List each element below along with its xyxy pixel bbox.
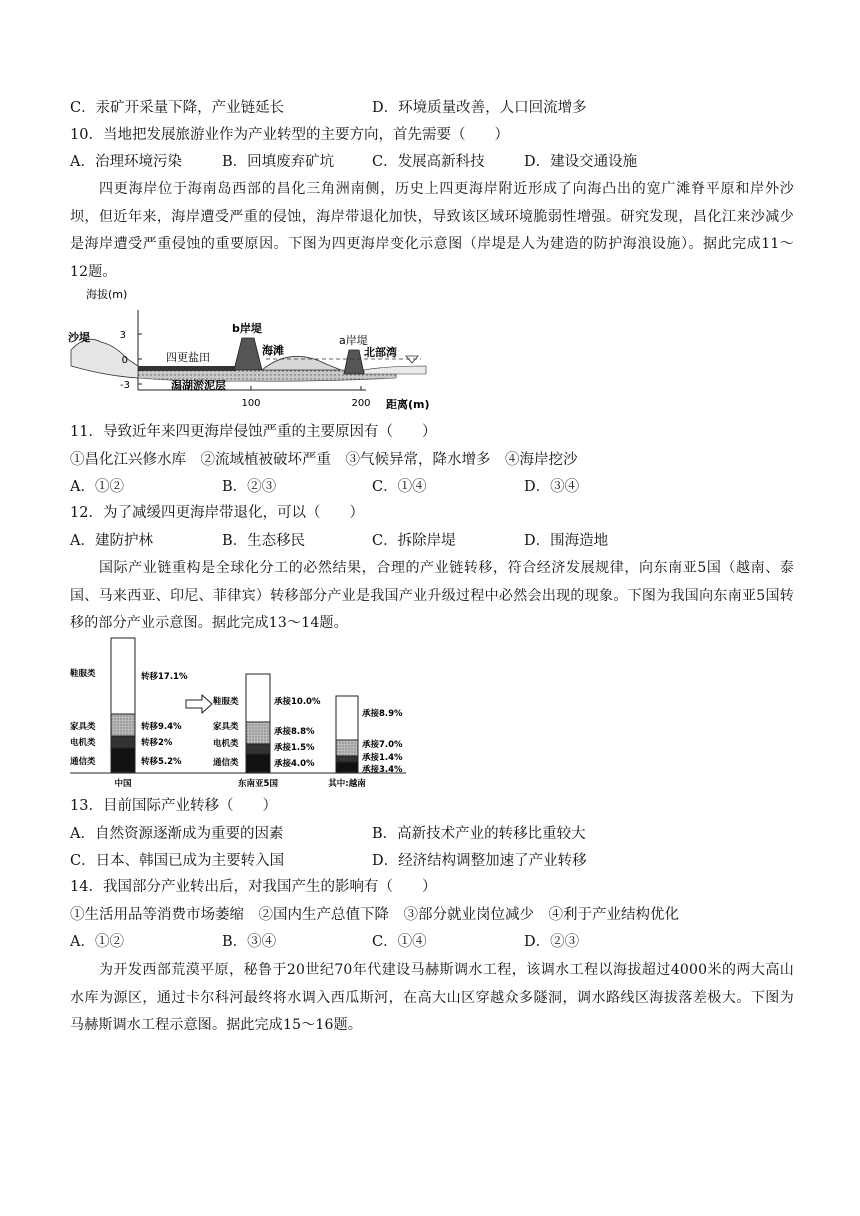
china-motor-segment bbox=[111, 736, 135, 748]
coast-dike-b-label: b岸堤 bbox=[232, 322, 262, 335]
q11-option-a: A．①② bbox=[70, 479, 124, 495]
coast-ytick-0: 0 bbox=[121, 355, 128, 366]
sea5-cat-motor: 电机类 bbox=[213, 739, 239, 749]
china-bar-label: 中国 bbox=[114, 779, 132, 789]
china-cat-comm: 通信类 bbox=[70, 757, 96, 767]
vietnam-comm-segment bbox=[336, 762, 358, 772]
transfer-arrow-icon bbox=[186, 695, 212, 713]
q11-option-b: B．②③ bbox=[222, 479, 277, 495]
q10-option-a: A．治理环境污染 bbox=[70, 154, 182, 170]
sea5-val-comm: 承接4.0% bbox=[274, 759, 315, 769]
china-shoes-segment bbox=[111, 638, 135, 714]
coast-beach-label: 海滩 bbox=[262, 344, 284, 357]
sea5-val-furniture: 承接8.8% bbox=[274, 727, 315, 737]
coast-salt-field-label: 四更盐田 bbox=[166, 351, 210, 364]
coast-dike-a-label: a岸堤 bbox=[339, 334, 368, 347]
q13-option-c: C．日本、韩国已成为主要转入国 bbox=[70, 853, 285, 869]
q12-option-b: B．生态移民 bbox=[222, 533, 306, 549]
sea5-bar-label: 东南亚5国 bbox=[238, 779, 278, 789]
q12-option-a: A．建防护林 bbox=[70, 533, 153, 549]
sea5-shoes-segment bbox=[246, 674, 270, 722]
vietnam-bar-label: 其中:越南 bbox=[328, 779, 366, 789]
sea5-comm-segment bbox=[246, 754, 270, 772]
coast-xtick-100: 100 bbox=[241, 398, 261, 409]
china-furniture-segment bbox=[111, 714, 135, 736]
q13-option-a: A．自然资源逐渐成为重要的因素 bbox=[70, 826, 284, 842]
q11-option-d: D．③④ bbox=[524, 479, 580, 495]
coast-lagoon-label: 潟湖淤泥层 bbox=[171, 379, 226, 392]
vietnam-val-shoes: 承接8.9% bbox=[362, 709, 403, 719]
china-val-comm: 转移5.2% bbox=[141, 757, 182, 767]
q12-option-d: D．围海造地 bbox=[524, 533, 609, 549]
q14-option-c: C．①④ bbox=[372, 934, 427, 950]
passage-coast: 四更海岸位于海南岛西部的昌化三角洲南侧，历史上四更海岸附近形成了向海凸出的宽广滩脊平原和岸外沙坝，但近年来，海岸遭受严重的侵蚀，海岸带退化加快，导致该区域环境脆弱性增强。研究发现，昌化江来沙减少是海岸遭受严重侵蚀的重要原因。下图为四更海岸变化示意图（岸堤是人为建造的防护海浪设施）。据此完成11～12题。 bbox=[70, 181, 794, 280]
q11-stem: 11．导致近年来四更海岸侵蚀严重的主要原因有（ ） bbox=[70, 424, 437, 440]
q12-stem: 12．为了减缓四更海岸带退化，可以（ ） bbox=[70, 505, 364, 521]
vietnam-shoes-segment bbox=[336, 696, 358, 740]
q14-items: ①生活用品等消费市场萎缩 ②国内生产总值下降 ③部分就业岗位减少 ④利于产业结构优化 bbox=[70, 907, 679, 923]
q10-option-b: B．回填废弃矿坑 bbox=[222, 154, 335, 170]
q9-option-c: C．汞矿开采量下降，产业链延长 bbox=[70, 100, 285, 116]
vietnam-val-furniture: 承接7.0% bbox=[362, 740, 403, 750]
china-val-shoes: 转移17.1% bbox=[141, 672, 188, 682]
q11-option-c: C．①④ bbox=[372, 479, 427, 495]
coast-gulf-label: 北部湾 bbox=[364, 346, 397, 359]
passage-peru: 为开发西部荒漠平原，秘鲁于20世纪70年代建设马赫斯调水工程，该调水工程以海拔超过4000米的两大高山水库为源区，通过卡尔科河最终将水调入西瓜斯河，在高大山区穿越众多隧洞，调水路线区海拔落差极大。下图为马赫斯调水工程示意图。据此完成15～16题。 bbox=[70, 962, 794, 1033]
vietnam-furniture-segment bbox=[336, 740, 358, 756]
coast-xtick-200: 200 bbox=[351, 398, 371, 409]
sea5-motor-segment bbox=[246, 744, 270, 754]
q10-option-d: D．建设交通设施 bbox=[524, 154, 638, 170]
q9-option-d: D．环境质量改善，人口回流增多 bbox=[372, 100, 587, 116]
sea5-val-motor: 承接1.5% bbox=[274, 743, 315, 753]
q14-option-b: B．③④ bbox=[222, 934, 277, 950]
vietnam-val-motor: 承接1.4% bbox=[362, 753, 403, 763]
china-val-motor: 转移2% bbox=[141, 738, 173, 748]
sea5-cat-shoes: 鞋服类 bbox=[213, 697, 239, 707]
q13-option-d: D．经济结构调整加速了产业转移 bbox=[372, 853, 587, 869]
china-comm-segment bbox=[111, 748, 135, 772]
coast-sand-dike-label: 沙堤 bbox=[68, 331, 90, 344]
sea5-val-shoes: 承接10.0% bbox=[274, 697, 321, 707]
coast-ytick-3: 3 bbox=[119, 330, 126, 341]
industry-transfer-figure bbox=[66, 634, 426, 794]
sea5-cat-comm: 通信类 bbox=[213, 758, 239, 768]
passage-industry: 国际产业链重构是全球化分工的必然结果，合理的产业链转移，符合经济发展规律，向东南亚5国（越南、泰国、马来西亚、印尼、菲律宾）转移部分产业是我国产业升级过程中必然会出现的现象。下图为我国向东南亚5国转移的部分产业示意图。据此完成13～14题。 bbox=[70, 560, 794, 631]
q14-option-d: D．②③ bbox=[524, 934, 580, 950]
sea5-cat-furniture: 家具类 bbox=[213, 722, 239, 732]
q12-option-c: C．拆除岸堤 bbox=[372, 533, 456, 549]
q13-stem: 13．目前国际产业转移（ ） bbox=[70, 798, 277, 814]
coast-ytick-neg3: -3 bbox=[120, 380, 130, 391]
q11-items: ①昌化江兴修水库 ②流域植被破坏严重 ③气候异常，降水增多 ④海岸挖沙 bbox=[70, 452, 578, 468]
q10-stem: 10．当地把发展旅游业作为产业转型的主要方向，首先需要（ ） bbox=[70, 127, 509, 143]
vietnam-val-comm: 承接3.4% bbox=[362, 765, 403, 775]
china-cat-motor: 电机类 bbox=[70, 738, 96, 748]
q13-option-b: B．高新技术产业的转移比重较大 bbox=[372, 826, 586, 842]
china-cat-furniture: 家具类 bbox=[70, 722, 96, 732]
q14-option-a: A．①② bbox=[70, 934, 124, 950]
coast-profile-figure bbox=[66, 286, 436, 414]
coast-xlabel: 距离(m) bbox=[386, 398, 430, 411]
q14-stem: 14．我国部分产业转出后，对我国产生的影响有（ ） bbox=[70, 879, 437, 895]
q10-option-c: C．发展高新科技 bbox=[372, 154, 485, 170]
sea5-furniture-segment bbox=[246, 722, 270, 744]
china-val-furniture: 转移9.4% bbox=[141, 722, 182, 732]
vietnam-motor-segment bbox=[336, 756, 358, 762]
coast-ylabel: 海拔(m) bbox=[86, 288, 128, 301]
china-cat-shoes: 鞋服类 bbox=[70, 669, 96, 679]
